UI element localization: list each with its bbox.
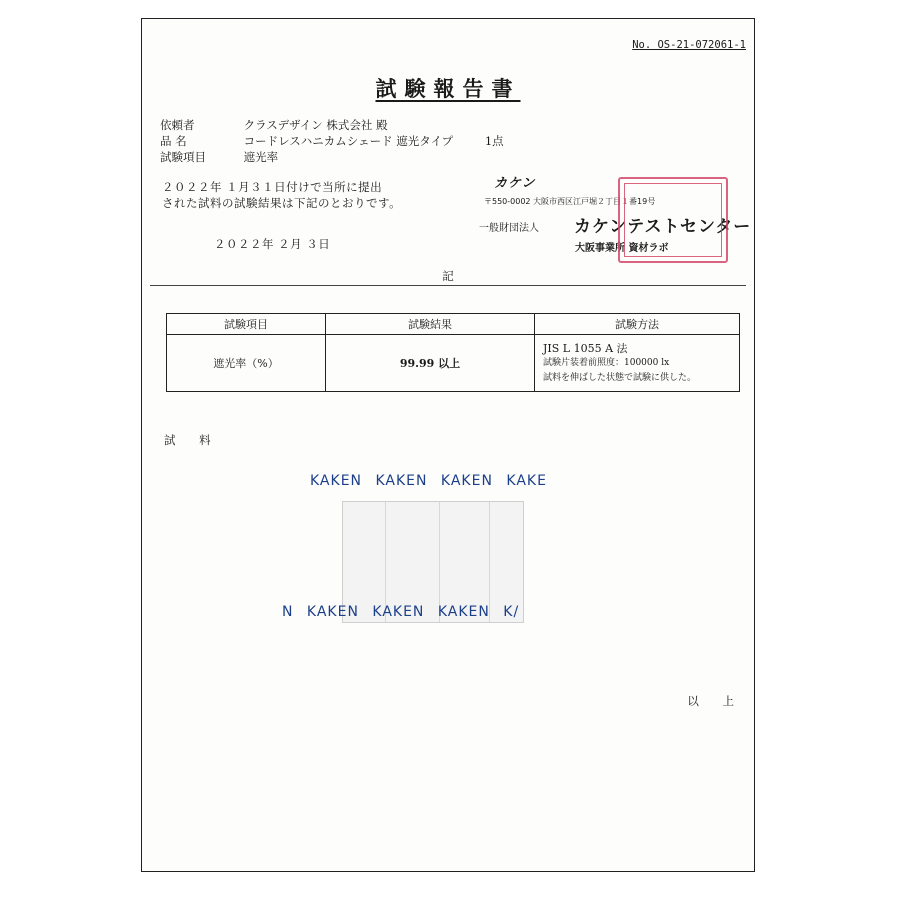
report-title bbox=[142, 73, 754, 103]
cell-test-method bbox=[535, 335, 740, 392]
issuer-address: 〒550-0002 大阪市西区江戸堀２丁目１番19号 bbox=[484, 197, 656, 206]
report-page bbox=[141, 18, 755, 872]
table-row bbox=[167, 335, 740, 392]
header-test-item: 試験項目 bbox=[167, 314, 326, 335]
product-value: コードレスハニカムシェード 遮光タイプ bbox=[243, 134, 454, 148]
statement-line-1: ２０２２年 １月３１日付けで当所に提出 bbox=[162, 180, 383, 194]
statement-line-2: された試料の試験結果は下記のとおりです。 bbox=[162, 196, 402, 210]
kaken-tape-bottom: N KAKEN KAKEN KAKEN K/ bbox=[282, 604, 520, 620]
report-date: ２０２２年 ２月 ３日 bbox=[214, 237, 331, 251]
test-item-value: 遮光率 bbox=[243, 150, 279, 164]
cell-test-item: 遮光率（%） bbox=[167, 335, 326, 392]
product-label: 品 名 bbox=[160, 134, 187, 148]
test-item-label: 試験項目 bbox=[160, 150, 206, 164]
test-item-row bbox=[160, 149, 278, 165]
method-standard: JIS L 1055 A 法 bbox=[543, 341, 628, 355]
client-row bbox=[160, 117, 388, 133]
document-number: No. OS-21-072061-1 bbox=[632, 39, 746, 51]
issuer-brand-logo: カケン bbox=[494, 176, 536, 191]
issuer-office: 大阪事業所 資材ラボ bbox=[575, 243, 669, 254]
kaken-tape-top: KAKEN KAKEN KAKEN KAKE bbox=[310, 473, 547, 489]
header-test-result: 試験結果 bbox=[326, 314, 535, 335]
results-table-header bbox=[167, 314, 740, 335]
cell-test-result: 99.99 以上 bbox=[326, 335, 535, 392]
product-qty: 1点 bbox=[484, 134, 504, 148]
end-mark: 以 上 bbox=[687, 694, 744, 708]
header-test-method: 試験方法 bbox=[535, 314, 740, 335]
results-table bbox=[166, 313, 740, 392]
ki-mark: 記 bbox=[442, 269, 454, 283]
product-row bbox=[160, 133, 504, 149]
method-condition: 試料を伸ばした状態で試験に供した。 bbox=[543, 372, 697, 383]
sample-label: 試 料 bbox=[164, 433, 221, 447]
seal-border bbox=[624, 183, 722, 257]
client-value: クラスデザイン 株式会社 殿 bbox=[243, 118, 388, 132]
report-title-text: 試験報告書 bbox=[375, 76, 521, 101]
method-illuminance: 試験片装着前照度：100000 lx bbox=[543, 357, 670, 368]
issuer-org-name: カケンテストセンター bbox=[574, 217, 752, 237]
divider-line bbox=[150, 285, 746, 286]
official-seal-stamp bbox=[618, 177, 728, 263]
issuer-org-prefix: 一般財団法人 bbox=[479, 223, 539, 234]
client-label: 依頼者 bbox=[160, 118, 195, 132]
